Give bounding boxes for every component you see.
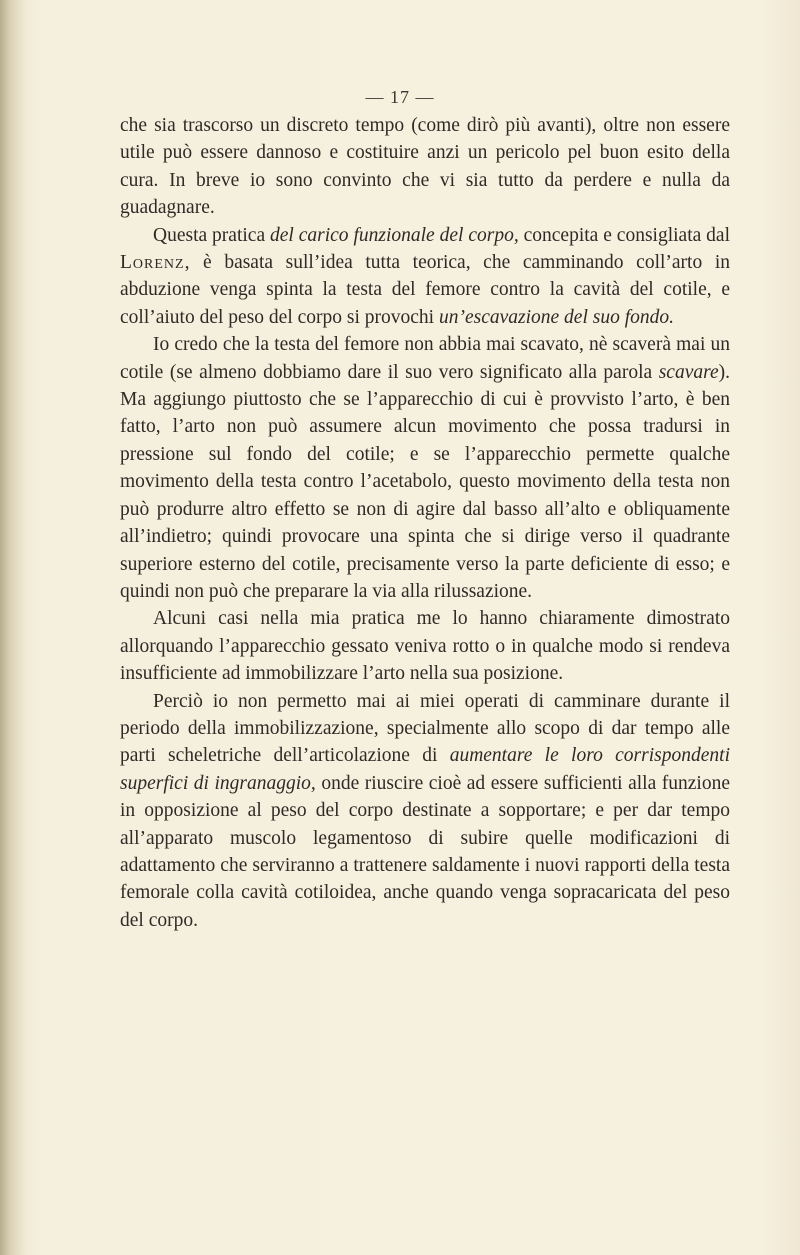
italic-phrase: aumentare le loro corrispondenti superfici di ingranaggio,	[120, 745, 730, 794]
italic-phrase: un’escavazione del suo fondo.	[438, 306, 675, 328]
page-edge-stain	[0, 0, 26, 1255]
text-run: Alcuni casi nella mia pratica me lo hanno chiaramente dimostrato allorquando l’apparecchio gessato veniva rotto o in qualche modo si rendeva insufficiente ad immobilizzare l’arto nella sua posizione.	[120, 608, 730, 685]
text-run: ). Ma aggiungo piuttosto che se l’apparecchio di cui è provvisto l’arto, è ben fatto, l’arto non può assumere alcun movimento che possa tradursi in pressione sul fondo del cotile; e se l’apparecchio permette qualche movimento della testa contro l’acetabolo, questo movimento della testa non può produrre altro effetto se non di agire dal basso all’alto e obliquamente all’indietro; quindi provocare una spinta che si dirige verso il quadrante superiore esterno del cotile, precisamente verso la parte deficiente di esso; e quindi non può che preparare la via alla rilussazione.	[120, 361, 730, 602]
page-number: — 17 —	[365, 87, 435, 107]
body-text	[120, 112, 730, 934]
text-run: che sia trascorso un discreto tempo (come dirò più avanti), oltre non essere utile può essere dannoso e costituire anzi un pericolo pel buon esito della cura. In breve io sono convinto che vi sia tutto da perdere e nulla da guadagnare.	[120, 115, 730, 219]
paragraph	[120, 605, 730, 687]
paragraph	[120, 688, 730, 935]
text-run: Questa pratica	[153, 224, 271, 246]
text-run: è basata sull’idea tutta teorica, che camminando coll’arto in abduzione venga spinta la testa del femore contro la cavità del cotile, e coll’aiuto del peso del corpo si provochi	[120, 252, 730, 328]
text-run: Io credo che la testa del femore non abbia mai scavato, nè scaverà mai un cotile (se almeno dobbiamo dare il suo vero significato alla parola	[120, 334, 730, 383]
paragraph	[120, 331, 730, 605]
text-run: Perciò io non permetto mai ai miei operati di camminare durante il periodo della immobilizzazione, specialmente allo scopo di dar tempo alle parti scheletriche dell’articolazione di	[120, 690, 730, 767]
italic-phrase: del carico funzionale del corpo,	[270, 224, 519, 246]
text-run: onde riuscire cioè ad essere sufficienti alla funzione in opposizione al peso del corpo destinate a sopportare; e per dar tempo all’apparato muscolo legamentoso di subire quelle modificazioni di adattamento che serviranno a trattenere saldamente i nuovi rapporti della testa femorale colla cavità cotiloidea, anche quando venga sopracaricata del peso del corpo.	[120, 772, 730, 931]
text-run: concepita e consigliata dal	[518, 224, 730, 246]
italic-phrase: scavare	[658, 361, 719, 383]
author-name: Lorenz,	[120, 252, 191, 274]
paragraph	[120, 112, 730, 222]
paragraph	[120, 222, 730, 332]
